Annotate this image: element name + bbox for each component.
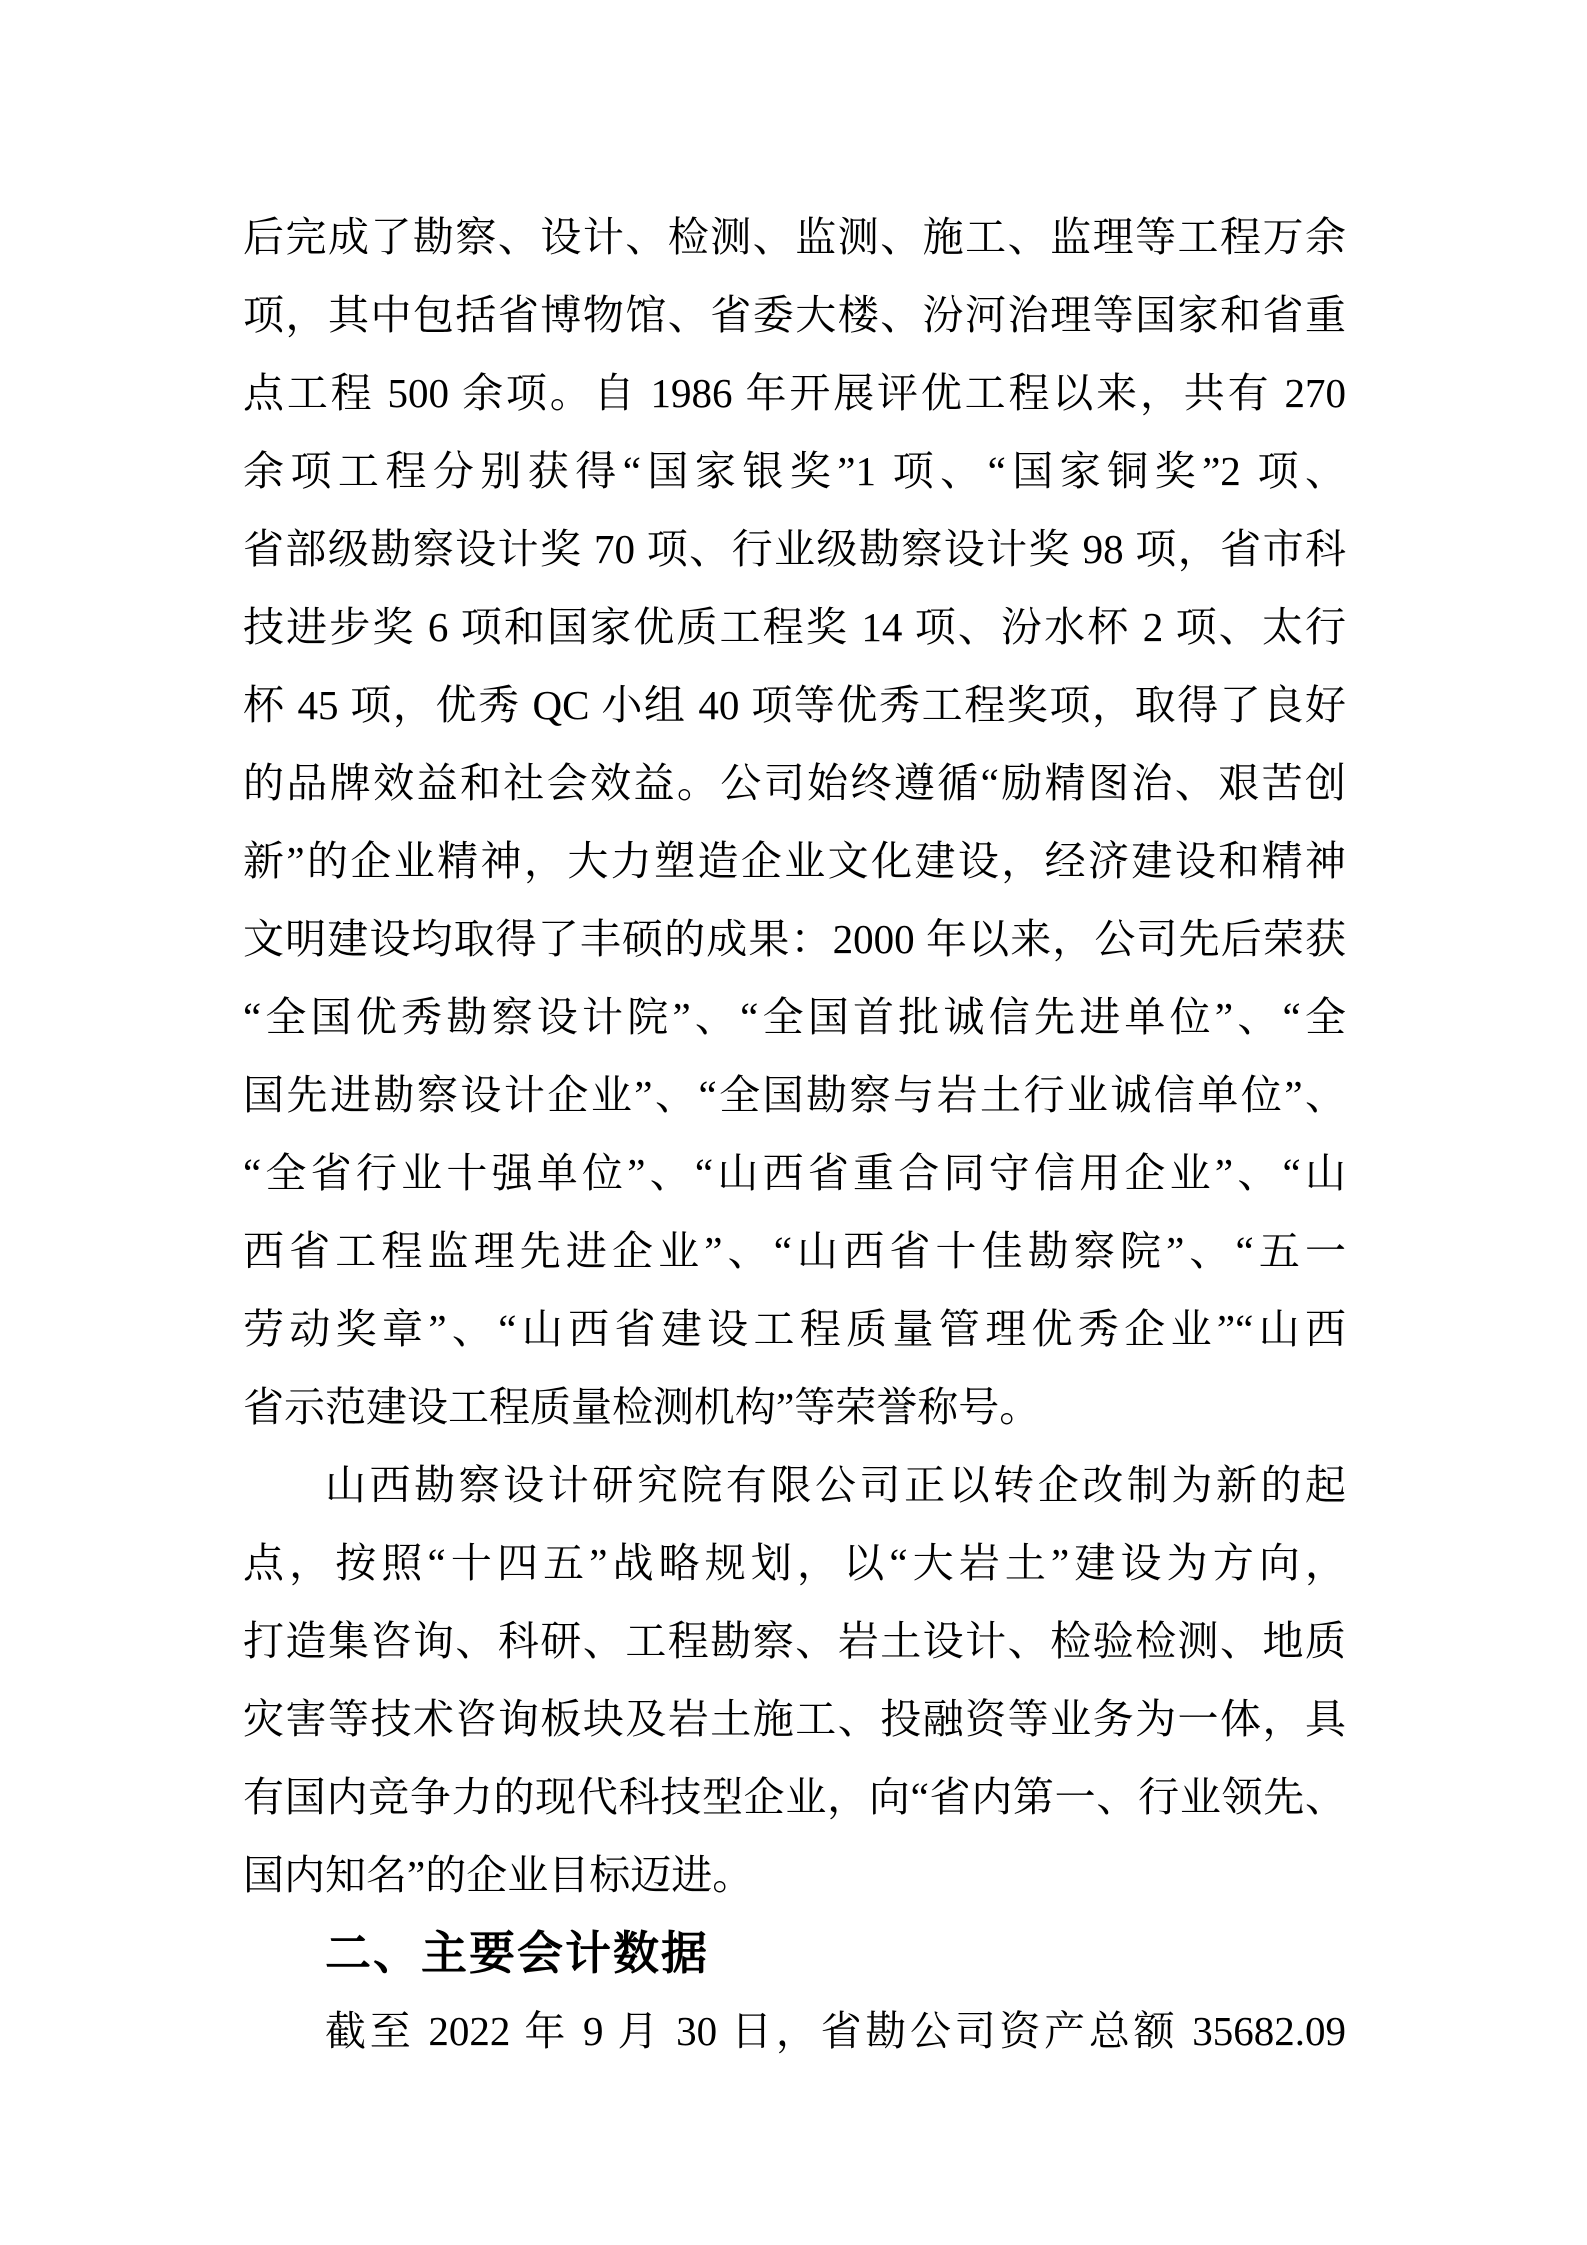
body-paragraph — [243, 1446, 1346, 1914]
text-line: 省部级勘察设计奖 70 项、行业级勘察设计奖 98 项，省市科 — [243, 526, 1346, 572]
text-line: 新”的企业精神，大力塑造企业文化建设，经济建设和精神 — [243, 838, 1346, 884]
body-paragraph — [243, 1992, 1346, 2070]
text-line: “全国优秀勘察设计院”、“全国首批诚信先进单位”、“全 — [243, 994, 1346, 1040]
text-line: 文明建设均取得了丰硕的成果：2000 年以来，公司先后荣获 — [243, 916, 1346, 962]
text-line: 点工程 500 余项。自 1986 年开展评优工程以来，共有 270 — [243, 370, 1346, 416]
text-line: 点，按照“十四五”战略规划，以“大岩土”建设为方向， — [243, 1540, 1346, 1586]
text-line: “全省行业十强单位”、“山西省重合同守信用企业”、“山 — [243, 1150, 1346, 1196]
text-line: 省示范建设工程质量检测机构”等荣誉称号。 — [243, 1384, 1041, 1430]
text-line: 西省工程监理先进企业”、“山西省十佳勘察院”、“五一 — [243, 1228, 1346, 1274]
text-line: 截至 2022 年 9 月 30 日，省勘公司资产总额 35682.09 — [325, 2008, 1346, 2054]
text-line: 的品牌效益和社会效益。公司始终遵循“励精图治、艰苦创 — [243, 760, 1346, 806]
text-line: 打造集咨询、科研、工程勘察、岩土设计、检验检测、地质 — [243, 1618, 1346, 1664]
text-line: 山西勘察设计研究院有限公司正以转企改制为新的起 — [325, 1462, 1346, 1508]
text-line: 国内知名”的企业目标迈进。 — [243, 1852, 754, 1898]
text-line: 劳动奖章”、“山西省建设工程质量管理优秀企业”“山西 — [243, 1306, 1346, 1352]
text-line: 杯 45 项，优秀 QC 小组 40 项等优秀工程奖项，取得了良好 — [243, 682, 1346, 728]
text-line: 有国内竞争力的现代科技型企业，向“省内第一、行业领先、 — [243, 1774, 1346, 1820]
text-line: 技进步奖 6 项和国家优质工程奖 14 项、汾水杯 2 项、太行 — [243, 604, 1346, 650]
heading-line: 二、主要会计数据 — [325, 1927, 709, 1979]
text-line: 国先进勘察设计企业”、“全国勘察与岩土行业诚信单位”、 — [243, 1072, 1346, 1118]
text-line: 余项工程分别获得“国家银奖”1 项、“国家铜奖”2 项、 — [243, 448, 1346, 494]
text-line: 后完成了勘察、设计、检测、监测、施工、监理等工程万余 — [243, 214, 1346, 260]
body-paragraph — [243, 198, 1346, 1446]
text-block — [243, 198, 1346, 2070]
section-heading — [243, 1914, 1346, 1992]
text-line: 项，其中包括省博物馆、省委大楼、汾河治理等国家和省重 — [243, 292, 1346, 338]
text-line: 灾害等技术咨询板块及岩土施工、投融资等业务为一体，具 — [243, 1696, 1346, 1742]
